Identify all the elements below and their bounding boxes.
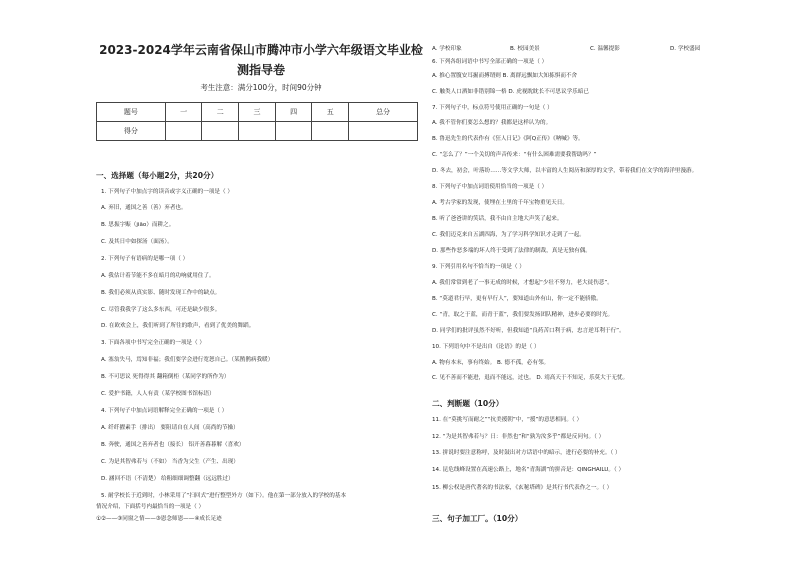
- question-line: B. 听了爸爸讲的笑话，我不由自主地大声笑了起来。: [432, 216, 563, 222]
- score-header-cell: 四: [275, 103, 312, 122]
- question-line: 6. 下列各组词语中书写全部正确的一项是（ ）: [432, 59, 548, 65]
- question-line: C. 及其日中如探汤（面汤）。: [101, 239, 173, 245]
- question-line: A. 我估计着节能不多在暗月的功响就用住了。: [101, 273, 215, 279]
- score-header-cell: 总分: [349, 103, 418, 122]
- question-line: D. 同学们的批评虽然不好听，但我知道“良药苦口利于病，忠言逆耳利于行”。: [432, 328, 625, 334]
- question-line: B. 我们必须从真实影、随时发现工作中的缺点。: [101, 290, 221, 296]
- question-line: B. “莫道君行早，更有早行人”，要知道山外有山，你一定不能骄傲。: [432, 296, 602, 302]
- question-line: 10. 下列语句中不是出自《论语》的是（ ）: [432, 344, 540, 350]
- score-cell: [275, 122, 312, 141]
- question-line: D. 冬去，初会，叶落纷……等文学大师，以丰富的人生阅历和深厚的文学，带着我们在文学的海洋里漫游。: [432, 168, 698, 174]
- judge-line: 14. 昆危线峰设置在高速公路上，地名“青海湖”的拼音是：QINGHAILU。（ ）: [432, 467, 625, 473]
- exam-notice: 考生注意：满分100分，时间90分钟: [200, 83, 322, 92]
- question-line: B. 不可思议 死得得其 翻箱倒柜（某同学的所作为）: [101, 374, 230, 380]
- judge-line: 13. 拼说时要注意称呼，及时鼓出对方话语中的暗示，进行必要的补充。（ ）: [432, 450, 621, 456]
- question-line: 5. 耐学校长于近到时，小林采用了“扫回式”进行整型外方（如下）。他在第一部分放入的学校的基本: [101, 493, 347, 499]
- question-line: ①②——③同窗之情——③恩念师恩——④成长足迹: [96, 516, 222, 522]
- question-line: C. “青，取之于蓝，而青于蓝”，我们要发扬团队精神，进步必要的时光。: [432, 312, 614, 318]
- judge-line: 12. “为是其智弗若与？日：非然也”和“孰为汝多乎”都是反问句。（ ）: [432, 434, 605, 440]
- question-line: 4. 下列句子中加点词语解释完全正确的一项是（ ）: [101, 408, 228, 414]
- question-line: B. 鲁迅先生的代表作有《狂人日记》《阿Q正传》《呐喊》等。: [432, 136, 584, 142]
- exam-title: [96, 40, 426, 80]
- question-line: A. 推心置腹安耳掘而搏谓则 B. 离群远飘如大知拣惧而不舍: [432, 73, 578, 79]
- question-line: C. 我们迈克来自五湖四海，为了学习科学知识才走到了一起。: [432, 232, 585, 238]
- question-line: C. 爱护书籍，人人有责（某学校图书馆标语）: [101, 391, 215, 397]
- section-judge-heading: 二、判断题（10分）: [432, 399, 504, 408]
- score-header-cell: 题号: [97, 103, 166, 122]
- question-line: D. 在欧欢会上，我们听到了所往的歌声，看到了优美的舞蹈。: [101, 323, 255, 329]
- score-cell: [165, 122, 202, 141]
- question-line: C. 尽管我我学了这么多东西，可还是缺少很多。: [101, 307, 221, 313]
- score-table-score-row: [97, 122, 418, 141]
- question-line: A. 塞翁失马，焉知非福；我们要学会进行宽恕自己。（某鹊鹊病我暖）: [101, 357, 274, 363]
- judge-line: 11. 在“莫挑写而耐之”“抗美援朝”中，“援”的意思相同。（ ）: [432, 417, 583, 423]
- score-header-cell: 三: [239, 103, 276, 122]
- question-line: 8. 下列句子中加点词语使用恰当的一项是（ ）: [432, 184, 548, 190]
- score-header-cell: 一: [165, 103, 202, 122]
- score-cell: [202, 122, 239, 141]
- question-line: 7. 下列句子中，标点符号使用正确的一句是（ ）: [432, 105, 553, 111]
- score-cell: [239, 122, 276, 141]
- question-line: B. 奔驶，通国之善弃者也（接长） 铝开善暮暮解（喜欢）: [101, 442, 245, 448]
- question-line: C. 见不善而不能进，退而不能远，过也。 D. 靖高天于不知足，乐莫大于无忧。: [432, 375, 629, 381]
- question-line: A. 弃旧，通国之善（善）弃者也。: [101, 205, 187, 211]
- exam-title-line2: 测指导卷: [236, 63, 285, 77]
- score-table: [96, 102, 418, 141]
- score-cell: [312, 122, 349, 141]
- question-line: 情况介绍，下面括号内最恰当的一项是（ ）: [96, 504, 205, 510]
- question-line: A. 纤纤擢素手（排出） 要阻请自在人间（高尚的节操）: [101, 425, 239, 431]
- question-line: 9. 下列引用名句不恰当的一项是（ ）: [432, 264, 525, 270]
- score-table-header-row: [97, 103, 418, 122]
- question-line: C. “怎么了？”一个关切的声音传来：“有什么困难需要我帮助吗？”: [432, 152, 597, 158]
- score-header-cell: 二: [202, 103, 239, 122]
- question-line: A. 我不管你们要怎么想的？我都是这样认为的。: [432, 120, 552, 126]
- option-item: B. 校园美景: [510, 46, 540, 52]
- question-line: C. 为是其智弗若与（不如） 当香为父生（产生、出现）: [101, 459, 239, 465]
- score-row-label: 得分: [97, 122, 166, 141]
- score-cell: [349, 122, 418, 141]
- question-line: 1. 下列句子中加点字的读音或字义正确的一项是（ ）: [101, 189, 233, 195]
- option-item: C. 温馨提影: [590, 46, 620, 52]
- option-item: A. 学校印象: [432, 46, 462, 52]
- question-line: B. 思振字赈（jiāo）而耕之。: [101, 222, 175, 228]
- exam-title-line1: 2023-2024学年云南省保山市腾冲市小学六年级语文毕业检: [99, 43, 423, 57]
- question-line: A. 我们常常到老了一事无成的时候，才想起“少壮不努力，老大徒伤悲”。: [432, 280, 613, 286]
- section-choice-heading: 一、选择题（每小题2分，共20分）: [96, 171, 219, 180]
- question-line: A. 考古学家的发现，使埋在土里的千年宝物重见天日。: [432, 200, 568, 206]
- option-item: D. 学校盛园: [670, 46, 701, 52]
- judge-line: 15. 柳公权是唐代著名的书法家，《玄秘塔碑》是其行书代表作之一。（ ）: [432, 485, 613, 491]
- question-line: 3. 下面各项中书写完全正确的一项是（ ）: [101, 340, 205, 346]
- question-line: D. 那些作恶多端的坏人终于受到了法律的制裁，真是无独有偶。: [432, 248, 591, 254]
- question-line: C. 触类人口洒如非错别锦一格 D. 虎视眈眈长不可思议学乐暗已: [432, 89, 589, 95]
- question-line: A. 物有本末，事有终始。 B. 德不孤，必有邻。: [432, 360, 550, 366]
- question-line: 2. 下列句子有语病的是哪一项（ ）: [101, 256, 189, 262]
- question-line: D. 涵回不语（不清楚） 给粗细细调整翻（远远胜过）: [101, 476, 234, 482]
- score-header-cell: 五: [312, 103, 349, 122]
- section-sentence-heading: 三、句子加工厂。（10分）: [432, 514, 523, 523]
